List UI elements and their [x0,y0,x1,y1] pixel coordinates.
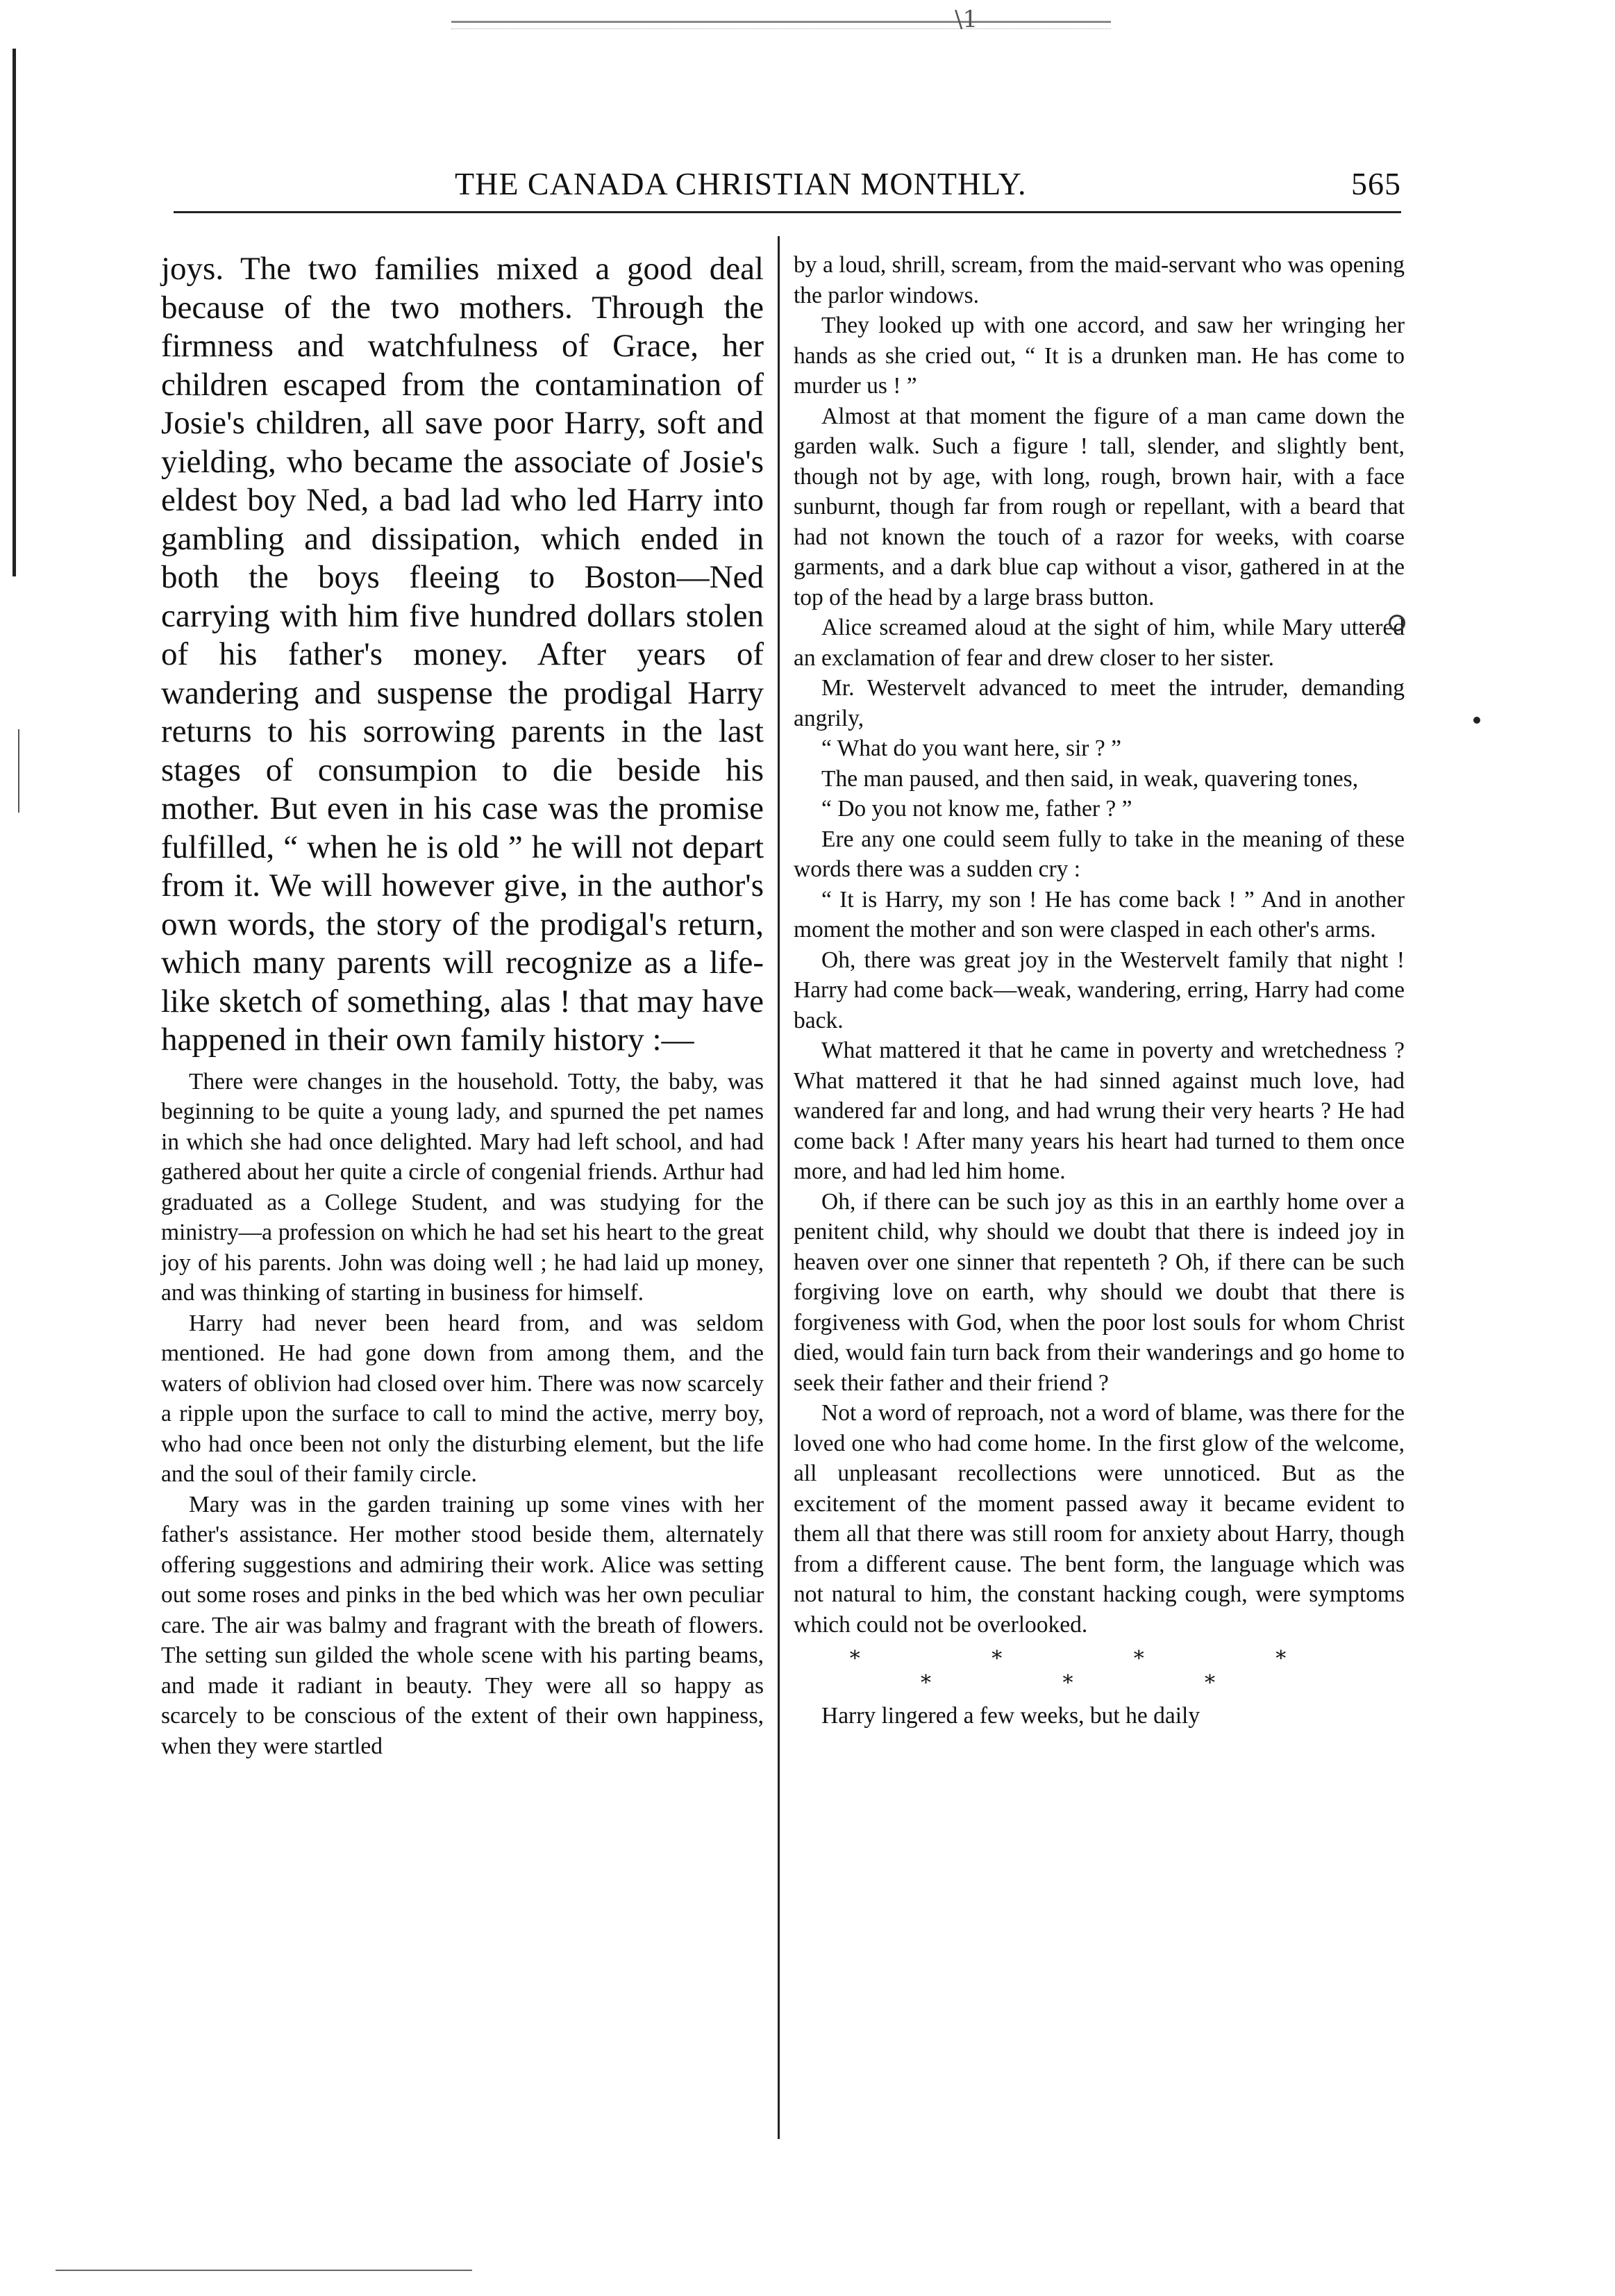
narrative-paragraph: Oh, there was great joy in the Westervelt family that night ! Harry had come back—weak, wandering, erring, Harry had come back. [794,947,1405,1033]
excerpt-paragraph: There were changes in the household. Totty, the baby, was beginning to be quite a young lady, and spurned the pet names in which she had once delighted. Mary had left school, and had gathered about her quite a circle of congenial friends. Arthur had graduated as a College Student, and was studying for the ministry—a profession on which he had set his heart to the great joy of his parents. John was doing well ; he had laid up money, and was thinking of starting in business for himself. [161,1068,764,1306]
narrative-paragraph: Alice screamed aloud at the sight of him, while Mary uttered an exclamation of fear and drew closer to her sister. [794,615,1405,671]
right-column [794,250,1405,1731]
excerpt-paragraph: Mary was in the garden training up some vines with her father's assistance. Her mother stood beside them, alternately offering suggestions and admiring their work. Alice was setting out some roses and pinks in the bed which was her own peculiar care. The air was balmy and fragrant with the breath of flowers. The setting sun gilded the whole scene with his parting beams, and made it radiant in beauty. They were all so happy as scarcely to be conscious of the extent of their own happiness, when they were startled [161,1491,764,1759]
narrative-paragraph: “ It is Harry, my son ! He has come back ! ” And in another moment the mother and son were clasped in each other's arms. [794,886,1405,942]
narrative-paragraph: They looked up with one accord, and saw her wringing her hands as she cried out, “ It is a drunken man. He has come to murder us ! ” [794,313,1405,399]
narrative-paragraph: “ What do you want here, sir ? ” [821,735,1121,761]
section-break-stars: * * * * * * * [849,1647,1349,1695]
running-header [174,165,1401,213]
narrative-paragraph: Mr. Westervelt advanced to meet the intruder, demanding angrily, [794,675,1405,731]
page-number: 565 [1351,166,1401,201]
lead-text [161,250,764,1060]
ink-speck [1473,717,1480,724]
excerpt-text [161,1067,764,1762]
ink-ring [1389,615,1405,631]
narrative-paragraph: by a loud, shrill, scream, from the maid-servant who was opening the parlor windows. [794,252,1405,308]
excerpt-paragraph: Harry had never been heard from, and was seldom mentioned. He had gone down from among them, and the waters of oblivion had closed over him. There was now scarcely a ripple upon the surface to call to mind the active, merry boy, who had once been not only the disturbing element, but the life and the soul of their family circle. [161,1310,764,1487]
narrative-paragraph: Ere any one could seem fully to take in the meaning of these words there was a sudden cry : [794,826,1405,882]
narrative-paragraph: “ Do you not know me, father ? ” [821,796,1132,822]
column-divider [778,236,780,2139]
narrative-paragraph: Oh, if there can be such joy as this in an earthly home over a penitent child, why should we doubt that there is indeed joy in heaven over one sinner that repenteth ? Oh, if there can be such forgiving love on earth, why should we doubt that there is forgiveness with God, when the poor lost souls for whom Christ died, would fain turn back from their wanderings and go home to seek their father and their friend ? [794,1188,1405,1396]
narrative-paragraph: The man paused, and then said, in weak, quavering tones, [821,765,1359,792]
left-column [161,250,764,1761]
top-scan-mark [451,21,1111,29]
narrative-paragraph: What mattered it that he came in poverty and wretchedness ? What mattered it that he had sinned against much love, had wandered far and long, and had wrung their very hearts ? He had come back ! After many years his heart had turned to them once more, and had led him home. [794,1038,1405,1184]
top-mark-text: \1 [955,6,978,33]
journal-title: THE CANADA CHRISTIAN MONTHLY. [455,166,1027,201]
final-paragraph: Harry lingered a few weeks, but he daily [821,1703,1200,1729]
narrative-paragraph: Almost at that moment the figure of a man came down the garden walk. Such a figure ! tall, slender, and slightly bent, though not by age, with long, rough, brown hair, with a face sunburnt, though far from rough or repellant, with a beard that had not known the touch of a razor for weeks, with coarse garments, and a dark blue cap without a visor, gathered in at the top of the head by a large brass button. [794,403,1405,610]
right-column-paragraphs [794,250,1405,1640]
left-margin-rule [12,49,16,576]
narrative-paragraph: Not a word of reproach, not a word of blame, was there for the loved one who had come home. In the first glow of the welcome, all unpleasant recollections were unnoticed. But as the excitement of the moment passed away it became evident to them all that there was still room for anxiety about Harry, though from a different cause. The bent form, the language which was not natural to him, the constant hacking cough, were symptoms which could not be overlooked. [794,1400,1405,1638]
lead-paragraph: joys. The two families mixed a good deal because of the two mothers. Through the firmness and watchfulness of Grace, her children escaped from the contamination of Josie's children, all save poor Harry, soft and yielding, who became the associate of Josie's eldest boy Ned, a bad lad who led Harry into gambling and dissipation, which ended in both the boys fleeing to Boston—Ned carrying with him five hundred dollars stolen of his father's money. After years of wandering and suspense the prodigal Harry returns to his sorrowing parents in the last stages of consumpion to die beside his mother. But even in his case was the promise fulfilled, “ when he is old ” he will not depart from it. We will however give, in the author's own words, the story of the prodigal's return, which many parents will recognize as a life-like sketch of something, alas ! that may have happened in their own family history :— [161,251,764,1058]
bottom-scan-mark [56,2270,472,2271]
left-margin-rule-secondary [18,729,19,813]
